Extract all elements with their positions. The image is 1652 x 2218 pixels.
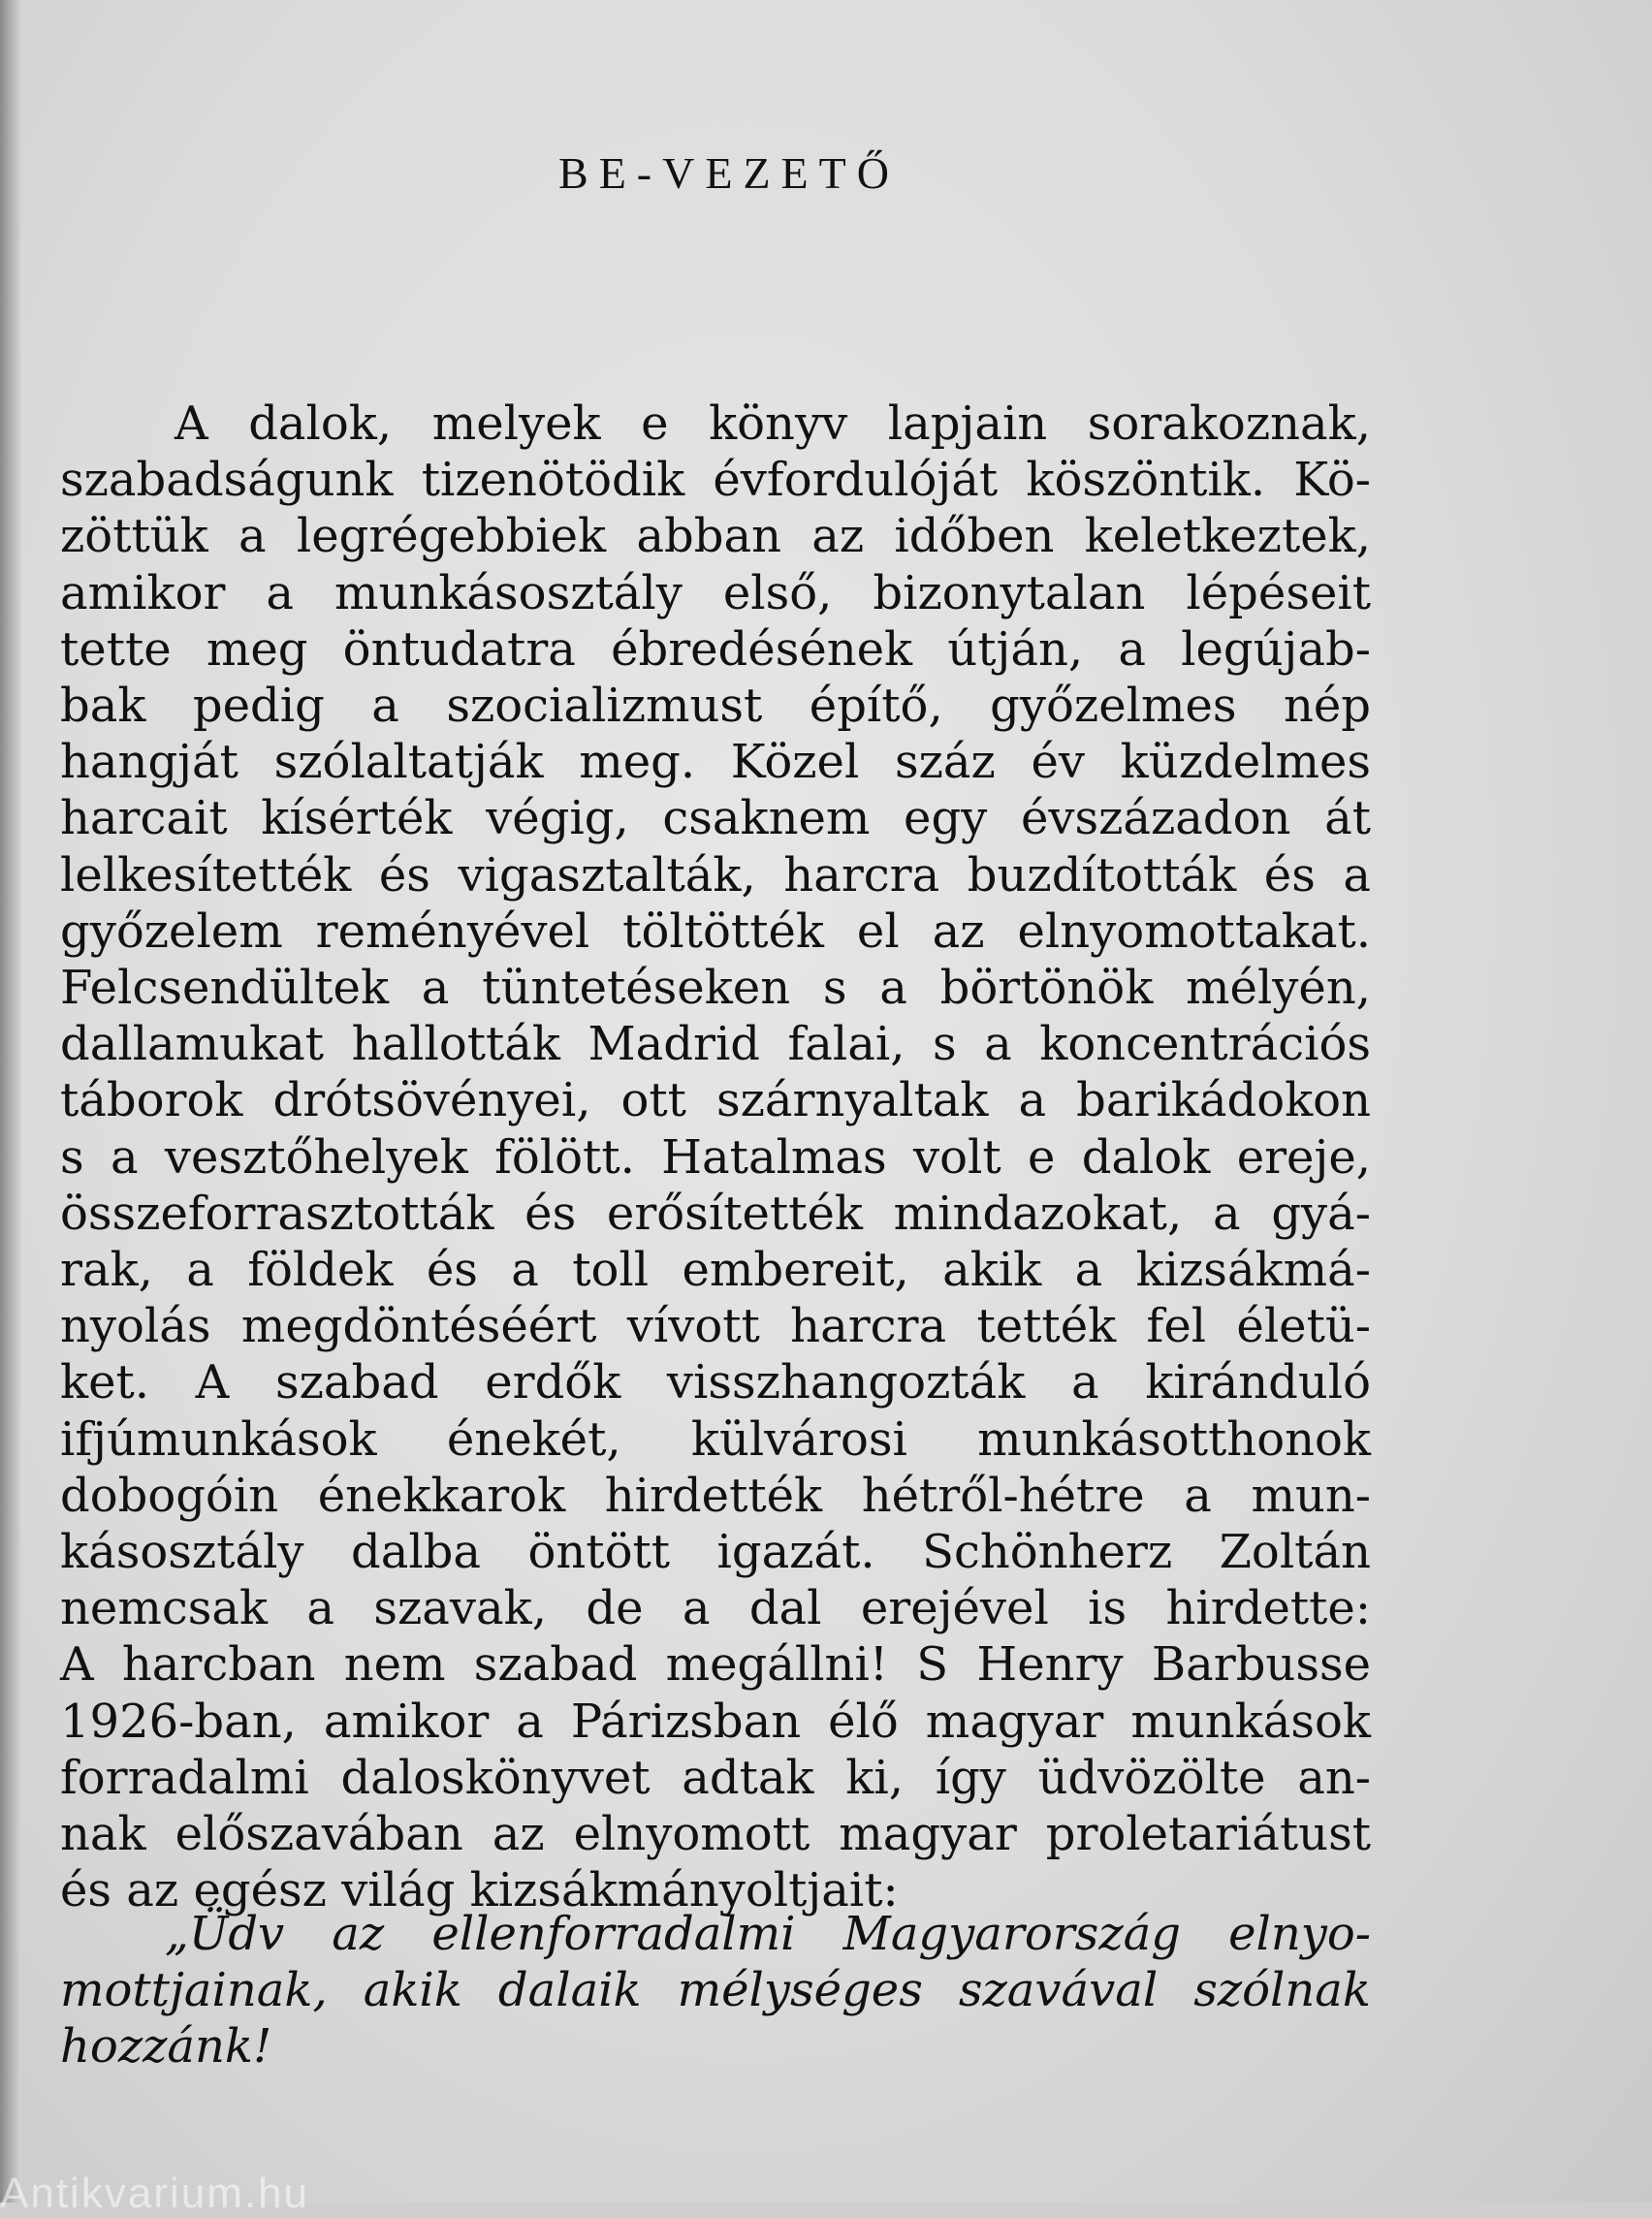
quote-line: hozzánk! xyxy=(60,2019,272,2075)
paragraph-line: nemcsak a szavak, de a dal erejével is hirdette: xyxy=(60,1581,1371,1636)
paragraph-line: A dalok, melyek e könyv lapjain sorakoznak, xyxy=(175,396,1371,451)
paragraph-line: harcait kísérték végig, csaknem egy évszázadon át xyxy=(60,791,1371,846)
paragraph-line: dobogóin énekkarok hirdették hétről-hétre a mun- xyxy=(60,1468,1371,1523)
paragraph-line: nyolás megdöntéséért vívott harcra tették fel életü- xyxy=(60,1299,1371,1354)
paragraph-line: ifjúmunkások énekét, külvárosi munkásotthonok xyxy=(60,1411,1371,1467)
paragraph-line: 1926-ban, amikor a Párizsban élő magyar munkások xyxy=(60,1694,1371,1749)
chapter-title: BE-VEZETŐ xyxy=(558,148,900,198)
paragraph-line: táborok drótsövényei, ott szárnyaltak a barikádokon xyxy=(60,1073,1371,1128)
paragraph-line: győzelem reményével töltötték el az elnyomottakat. xyxy=(60,903,1371,959)
paragraph-line: s a vesztőhelyek fölött. Hatalmas volt e dalok ereje, xyxy=(60,1129,1371,1185)
barbusse-quote xyxy=(60,1906,1371,2075)
paragraph-line: A harcban nem szabad megállni! S Henry Barbusse xyxy=(60,1637,1371,1693)
paragraph-line: hangját szólaltatják meg. Közel száz év küzdelmes xyxy=(60,735,1371,790)
paragraph-line: bak pedig a szocializmust építő, győzelmes nép xyxy=(60,679,1371,734)
intro-paragraph xyxy=(60,396,1371,1918)
paragraph-line: szabadságunk tizenötödik évfordulóját köszöntik. Kö- xyxy=(60,453,1371,508)
quote-line: „Üdv az ellenforradalmi Magyarország elnyo- xyxy=(165,1907,1371,1961)
page-binding-shadow xyxy=(0,0,21,2202)
site-watermark: Antikvarium.hu xyxy=(0,2170,310,2217)
paragraph-line: kásosztály dalba öntött igazát. Schönherz Zoltán xyxy=(60,1525,1371,1580)
paragraph-line: rak, a földek és a toll embereit, akik a kizsákmá- xyxy=(60,1243,1371,1298)
paragraph-line: összeforrasztották és erősítették mindazokat, a gyá- xyxy=(60,1186,1371,1241)
paragraph-line: zöttük a legrégebbiek abban az időben keletkeztek, xyxy=(60,509,1371,564)
quote-line: mottjainak, akik dalaik mélységes szavával szólnak xyxy=(60,1963,1371,2018)
paragraph-line: forradalmi daloskönyvet adtak ki, így üdvözölte an- xyxy=(60,1750,1371,1805)
paragraph-line: amikor a munkásosztály első, bizonytalan lépéseit xyxy=(60,565,1371,620)
paragraph-line: ket. A szabad erdők visszhangozták a kiránduló xyxy=(60,1355,1371,1410)
paragraph-line: tette meg öntudatra ébredésének útján, a legújab- xyxy=(60,621,1371,677)
paragraph-line: Felcsendültek a tüntetéseken s a börtönök mélyén, xyxy=(60,961,1371,1016)
paragraph-line: lelkesítették és vigasztalták, harcra buzdították és a xyxy=(60,847,1371,903)
paragraph-line: és az egész világ kizsákmányoltjait: xyxy=(60,1863,899,1918)
paragraph-line: nak előszavában az elnyomott magyar proletariátust xyxy=(60,1807,1371,1862)
paragraph-line: dallamukat hallották Madrid falai, s a koncentrációs xyxy=(60,1017,1371,1072)
